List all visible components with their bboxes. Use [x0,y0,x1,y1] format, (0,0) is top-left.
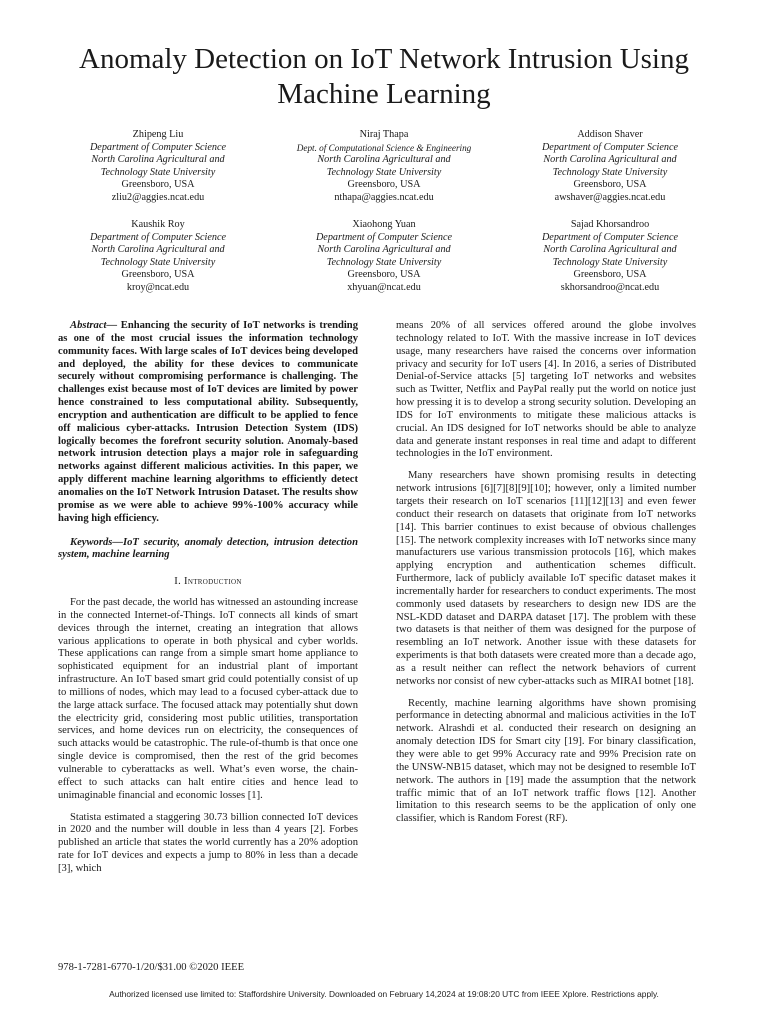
author-inst: Technology State University [326,166,442,178]
section-number: I. [174,576,182,588]
author-city: Greensboro, USA [573,179,647,191]
author-block [38,219,278,295]
author-name: Addison Shaver [577,129,643,140]
footer-license: Authorized licensed use limited to: Staffordshire University. Downloaded on February 14,2024 at 19:08:20 UTC from IEEE Xplore. Restrictions apply. [109,989,659,999]
author-city: Greensboro, USA [121,269,195,281]
author-inst: Technology State University [100,256,216,268]
author-dept: Department of Computer Science [541,231,679,243]
abstract-lead: Abstract— [70,320,118,331]
author-block [490,219,730,295]
author-city: Greensboro, USA [347,179,421,191]
author-dept: Department of Computer Science [89,141,227,153]
author-inst: North Carolina Agricultural and [91,244,225,256]
author-email: kroy@ncat.edu [126,281,190,293]
left-column [58,320,358,876]
author-name: Xiaohong Yuan [352,219,416,230]
author-email: awshaver@aggies.ncat.edu [554,191,666,203]
section-heading [58,576,358,589]
author-city: Greensboro, USA [573,269,647,281]
author-email: xhyuan@ncat.edu [347,281,421,293]
author-inst: North Carolina Agricultural and [317,244,451,256]
author-block [38,129,278,205]
author-name: Zhipeng Liu [132,129,184,140]
author-block [490,129,730,205]
author-city: Greensboro, USA [347,269,421,281]
paper-title: Anomaly Detection on IoT Network Intrusion Using Machine Learning [79,43,689,110]
author-inst: Technology State University [100,166,216,178]
author-dept: Department of Computer Science [315,231,453,243]
footer-isbn: 978-1-7281-6770-1/20/$31.00 ©2020 IEEE [58,962,245,973]
author-name: Kaushik Roy [131,219,185,230]
author-block [264,129,504,205]
body-paragraph: For the past decade, the world has witnessed an astounding increase in the connected Internet-of-Things. IoT connects all kinds of smart devices through the internet, creating an integration that allows various applications to operate in both physical and cyber worlds. These applications can range from a simple smart home appliance to sophisticated equipment for an industrial plant of important infrastructure. An IoT based smart grid could potentially consist of up to millions of nodes, which may lead to a focused cyber-attack due to the large attack surface. The focused attack may potentially shut down the electricity grid, considering most public utilities, transportation services, and home devices run on electricity, the consequences of such attacks would be catastrophic. The rule-of-thumb is that once one single device is compromised, then the rest of the grid becomes vulnerable to cyberattacks as well. What’s even worse, the chain-effect to such attacks can halt entire cities and hence lead to unimaginable financial and economic losses [1]. [58,597,359,801]
author-inst: Technology State University [326,256,442,268]
keywords: Keywords—IoT security, anomaly detection, intrusion detection system, machine learning [58,536,358,561]
section-title: Introduction [184,576,242,588]
author-inst: Technology State University [552,256,668,268]
author-name: Sajad Khorsandroo [570,219,650,230]
author-city: Greensboro, USA [121,179,195,191]
author-inst: North Carolina Agricultural and [543,154,677,166]
author-dept: Dept. of Computational Science & Engineering [296,142,472,153]
body-paragraph: Statista estimated a staggering 30.73 billion connected IoT devices in 2020 and the number will double in less than 4 years [2]. Forbes published an article that states the world currently has a 20% adoption rate for IoT devices and expects a jump to 80% in less than a decade [3], which [58,811,358,874]
abstract-text: Enhancing the security of IoT networks is trending as one of the most crucial issues the information technology community faces. With large scales of IoT devices being developed and deployed, the ability for these devices to communicate securely without compromising performance is challenging. The challenges exist because most of IoT devices are limited by power hence constrained to less computational ability. Subsequently, encryption and authentication are difficult to be applied to fence off malicious cyber-attacks. Intrusion Detection System (IDS) logically becomes the forefront security solution. Anomaly-based network intrusion detection plays a major role in safeguarding networks against different malicious activities. In this paper, we apply different machine learning algorithms to efficiently detect anomalies on the IoT Network Intrusion Dataset. The results show promise as we were able to achieve 99%-100% accuracy while having high efficiency. [58,320,358,524]
author-email: nthapa@aggies.ncat.edu [334,191,434,203]
author-email: skhorsandroo@ncat.edu [560,281,660,293]
author-name: Niraj Thapa [359,129,409,140]
author-dept: Department of Computer Science [541,141,679,153]
abstract [58,320,358,526]
author-email: zliu2@aggies.ncat.edu [111,191,205,203]
author-inst: North Carolina Agricultural and [317,154,451,166]
author-block [264,219,504,295]
author-inst: Technology State University [552,166,668,178]
right-column [396,320,696,826]
author-inst: North Carolina Agricultural and [91,154,225,166]
body-paragraph: Recently, machine learning algorithms have shown promising performance in detecting abnormal and malicious activities in the IoT network. Alrashdi et al. conducted their research on designing an anomaly detection IDS for Smart city [19]. For binary classification, they were able to get 99% Accuracy rate and 99% Precision rate on the UNSW-NB15 dataset, which may not be designed to resemble IoT network. The authors in [19] made the assumption that the network traffic mimic that of an IoT network traffic flows [12]. Another limitation to this research seems to be the application of only one classifier, which is Random Forest (RF). [396,697,696,825]
author-inst: North Carolina Agricultural and [543,244,677,256]
body-paragraph: means 20% of all services offered around the globe involves technology related to IoT. With the massive increase in IoT devices usage, many researchers have raised the concerns over information privacy and security for IoT users [4]. In 2016, a series of Distributed Denial-of-Service attacks [5] targeting IoT networks and websites such as Twitter, Netflix and PayPal really put the world on notice just how pressing it is to develop a strong security solution. Developing an IDS for IoT environments to mitigate these malicious attacks is crucial. An IDS designed for IoT networks should be able to analyze data and generate instant responses in real time and adapt to different technologies in the IoT environment. [396,320,696,460]
author-dept: Department of Computer Science [89,231,227,243]
body-paragraph: Many researchers have shown promising results in detecting network intrusions [6][7][8][9][10]; however, only a limited number targets their research on IoT scenarios [11][12][13] and even fewer conduct their research on datasets that originate from IoT networks [14]. This barrier continues to exist because of obvious challenges [15]. The network complexity increases with IoT networks since many manufacturers use various transmission protocols [16], which makes applying encryption and authentication schemes difficult. Furthermore, lack of publicly available IoT specific dataset makes it incrementally harder for researchers to conduct experiments. The most commonly used datasets by researchers to design new IDS are the NSL-KDD dataset and DARPA dataset [17]. The problem with these two datasets is that neither of them was designed for the purpose of resembling an IoT network. Another issue with these datasets for experiments is that both datasets were created more than a decade ago, as a result neither can reflect the network behaviors of current networks nor consist of new cyber-attacks such as MIRAI botnet [18]. [396,470,696,687]
